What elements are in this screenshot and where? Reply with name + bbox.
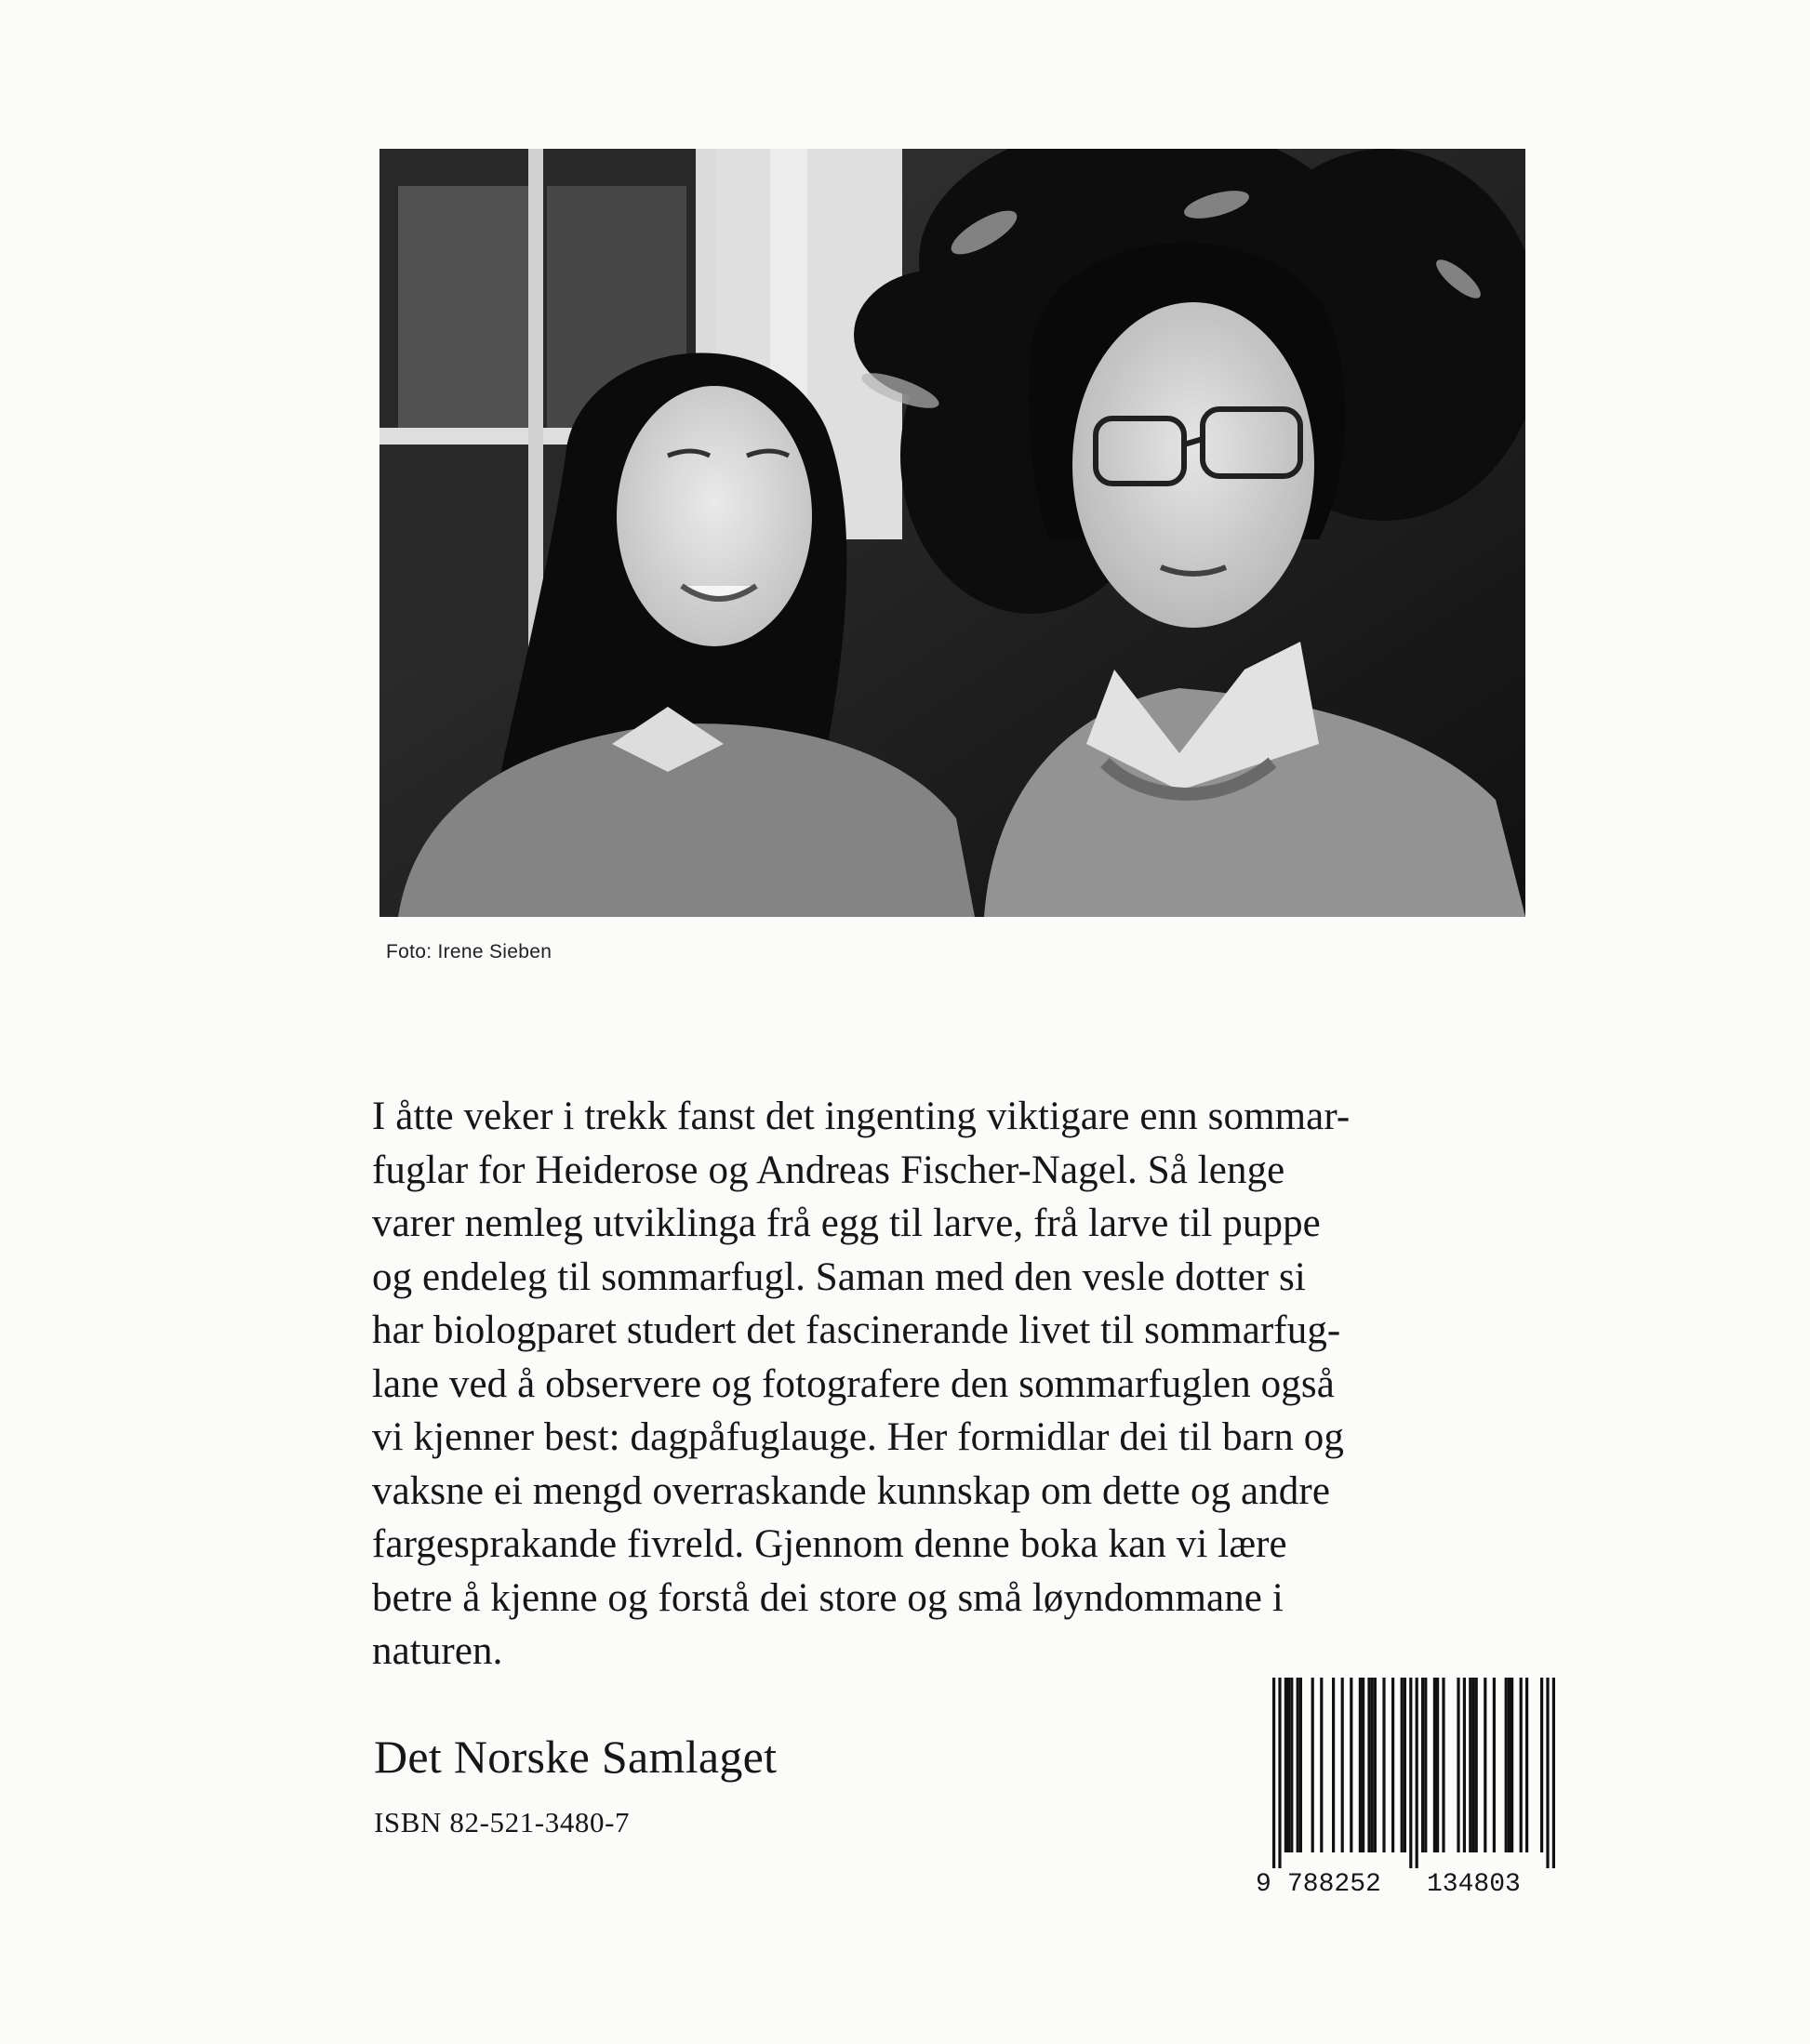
barcode-bars: [1252, 1678, 1564, 1868]
barcode-bar: [1484, 1678, 1486, 1852]
blurb-line: har biologparet studert det fascinerande livet til sommarfug-: [372, 1308, 1341, 1352]
author-photo: [379, 149, 1525, 917]
barcode-bar: [1511, 1678, 1513, 1852]
barcode-bar: [1391, 1678, 1394, 1852]
barcode-bar: [1505, 1678, 1508, 1852]
barcode-bar: [1471, 1678, 1474, 1852]
barcode-bar: [1508, 1678, 1511, 1852]
barcode-right-group: 134803: [1427, 1870, 1521, 1899]
barcode-bar: [1367, 1678, 1370, 1852]
barcode-bar: [1525, 1678, 1528, 1852]
barcode-bar: [1436, 1678, 1439, 1852]
barcode-bar: [1404, 1678, 1406, 1852]
photo-credit: Foto: Irene Sieben: [386, 941, 552, 962]
barcode-bar: [1287, 1678, 1290, 1852]
barcode-bar: [1475, 1678, 1478, 1852]
blurb-line: lane ved å observere og fotografere den sommarfuglen også: [372, 1361, 1335, 1406]
barcode-bar: [1424, 1678, 1427, 1852]
blurb-line: varer nemleg utviklinga frå egg til larve, frå larve til puppe: [372, 1201, 1321, 1245]
isbn-number: ISBN 82-521-3480-7: [374, 1806, 631, 1838]
barcode-bar: [1350, 1678, 1352, 1852]
barcode-bar: [1359, 1678, 1362, 1852]
barcode-bar: [1457, 1678, 1459, 1852]
barcode-bar: [1371, 1678, 1374, 1852]
barcode-bar: [1311, 1678, 1314, 1852]
barcode-bar: [1362, 1678, 1364, 1852]
barcode-bar: [1320, 1678, 1323, 1852]
barcode-bar: [1290, 1678, 1293, 1852]
blurb-line: vi kjenner best: dagpåfuglauge. Her formidlar dei til barn og: [372, 1415, 1344, 1459]
barcode-bar: [1272, 1678, 1275, 1868]
barcode-lead-digit: 9: [1256, 1870, 1271, 1899]
barcode-bar: [1382, 1678, 1385, 1852]
barcode-bar: [1546, 1678, 1549, 1868]
barcode-bar: [1463, 1678, 1466, 1852]
blurb-line: I åtte veker i trekk fanst det ingenting viktigare enn sommar-: [372, 1095, 1351, 1138]
barcode-bar: [1401, 1678, 1404, 1852]
blurb-line: og endeleg til sommarfugl. Saman med den vesle dotter si: [372, 1254, 1306, 1299]
barcode-bar: [1442, 1678, 1444, 1852]
barcode-bar: [1520, 1678, 1523, 1852]
barcode-bar: [1332, 1678, 1335, 1852]
blurb-line: fuglar for Heiderose og Andreas Fischer-Nagel. Så lenge: [372, 1148, 1285, 1192]
barcode-bar: [1416, 1678, 1418, 1868]
barcode-bar: [1297, 1678, 1299, 1852]
blurb-line: betre å kjenne og forstå dei store og små løyndommane i: [372, 1575, 1284, 1620]
barcode-bar: [1299, 1678, 1302, 1852]
blurb-line: fargesprakande fivreld. Gjennom denne boka kan vi lære: [372, 1522, 1287, 1566]
barcode-bar: [1421, 1678, 1424, 1852]
barcode-bar: [1374, 1678, 1377, 1852]
blurb-line: vaksne ei mengd overraskande kunnskap om dette og andre: [372, 1468, 1331, 1513]
barcode-bar: [1341, 1678, 1344, 1852]
blurb-text: [372, 1090, 1555, 1679]
barcode-bar: [1469, 1678, 1471, 1852]
barcode-bar: [1540, 1678, 1543, 1852]
barcode-bar: [1278, 1678, 1281, 1868]
barcode-bar: [1552, 1678, 1555, 1868]
barcode-bar: [1284, 1678, 1287, 1852]
barcode-bar: [1433, 1678, 1436, 1852]
barcode-bar: [1409, 1678, 1412, 1868]
barcode-bar: [1493, 1678, 1496, 1852]
publisher-name: Det Norske Samlaget: [374, 1731, 778, 1783]
barcode: [1252, 1678, 1564, 1901]
blurb-line: naturen.: [372, 1629, 503, 1673]
barcode-left-group: 788252: [1287, 1870, 1381, 1899]
